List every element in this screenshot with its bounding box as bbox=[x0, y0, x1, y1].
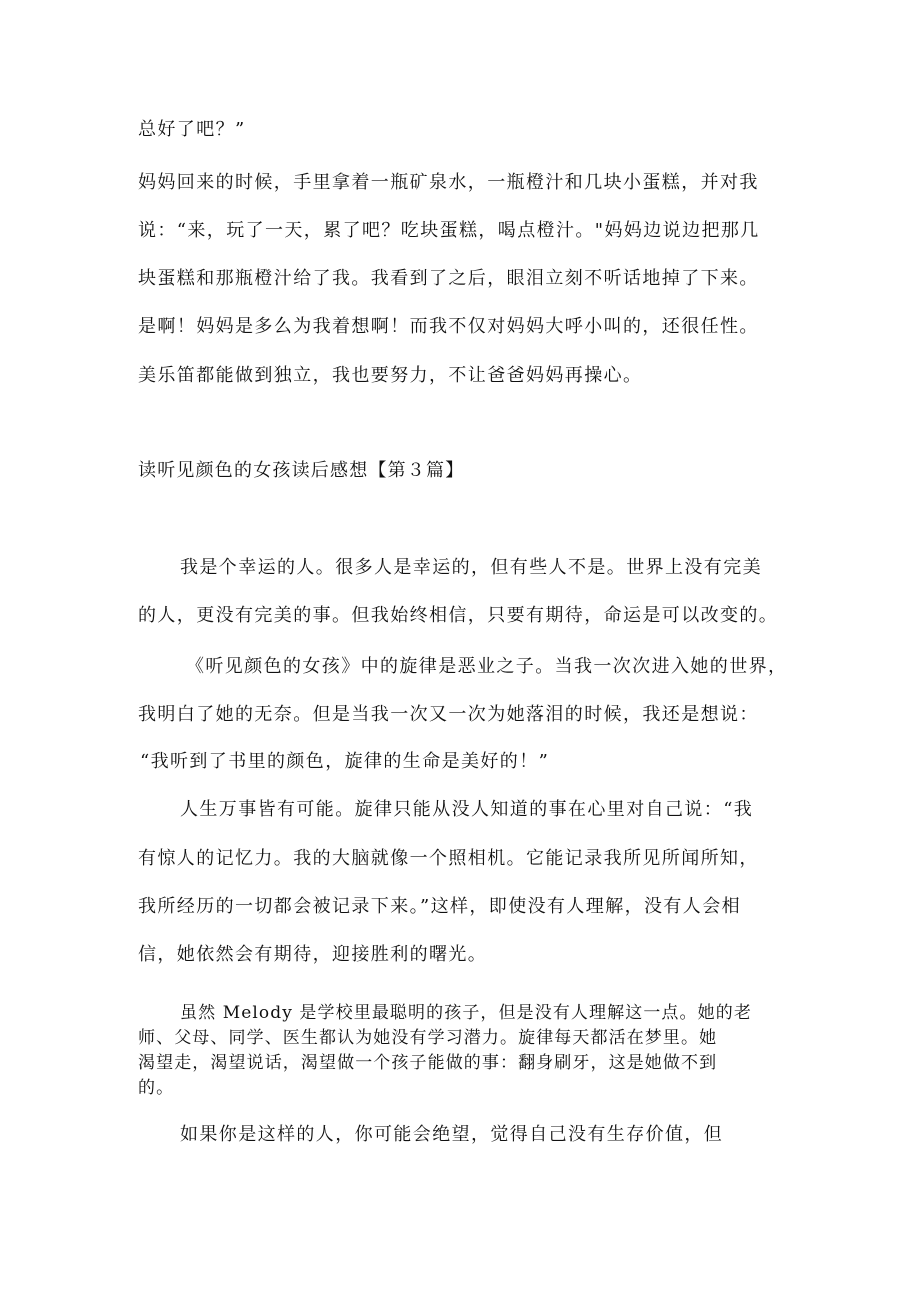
paragraph-line: 妈妈回来的时候，手里拿着一瓶矿泉水，一瓶橙汁和几块小蛋糕，并对我 bbox=[138, 172, 759, 193]
paragraph-line: 如果你是这样的人，你可能会绝望，觉得自己没有生存价值，但 bbox=[180, 1124, 724, 1145]
paragraph-line: 是啊！妈妈是多么为我着想啊！而我不仅对妈妈大呼小叫的，还很任性。 bbox=[138, 316, 759, 337]
paragraph-line: 渴望走，渴望说话，渴望做一个孩子能做的事：翻身刷牙，这是她做不到 bbox=[138, 1053, 718, 1073]
paragraph-line: 的。 bbox=[138, 1078, 175, 1098]
paragraph-line: 人生万事皆有可能。旋律只能从没人知道的事在心里对自己说：“我 bbox=[180, 799, 754, 820]
paragraph-line: 师、父母、同学、医生都认为她没有学习潜力。旋律每天都活在梦里。她 bbox=[138, 1028, 718, 1048]
paragraph-line: 的人，更没有完美的事。但我始终相信，只要有期待，命运是可以改变的。 bbox=[138, 605, 779, 626]
paragraph-line: 块蛋糕和那瓶橙汁给了我。我看到了之后，眼泪立刻不听话地掉了下来。 bbox=[138, 268, 759, 289]
paragraph-line: 总好了吧？” bbox=[138, 119, 246, 140]
paragraph-line: 有惊人的记忆力。我的大脑就像一个照相机。它能记录我所见所闻所知， bbox=[138, 848, 759, 869]
paragraph-line: 我是个幸运的人。很多人是幸运的，但有些人不是。世界上没有完美 bbox=[180, 557, 762, 578]
paragraph-line: 说：“来，玩了一天，累了吧？吃块蛋糕，喝点橙汁。"妈妈边说边把那几 bbox=[138, 220, 760, 241]
paragraph-line: 虽然 Melody 是学校里最聪明的孩子，但是没有人理解这一点。她的老 bbox=[180, 1003, 752, 1023]
paragraph-line: 美乐笛都能做到独立，我也要努力，不让爸爸妈妈再操心。 bbox=[138, 365, 643, 386]
paragraph-line: 《听见颜色的女孩》中的旋律是恶业之子。当我一次次进入她的世界， bbox=[186, 656, 788, 677]
paragraph-line: 我明白了她的无奈。但是当我一次又一次为她落泪的时候，我还是想说： bbox=[138, 704, 759, 725]
section-heading: 读听见颜色的女孩读后感想【第３篇】 bbox=[138, 460, 465, 481]
paragraph-line: 我所经历的一切都会被记录下来。”这样，即使没有人理解，没有人会相 bbox=[138, 896, 741, 917]
paragraph-line: 信，她依然会有期待，迎接胜利的曙光。 bbox=[138, 944, 488, 965]
paragraph-line: “我听到了书里的颜色，旋律的生命是美好的！” bbox=[140, 751, 550, 772]
